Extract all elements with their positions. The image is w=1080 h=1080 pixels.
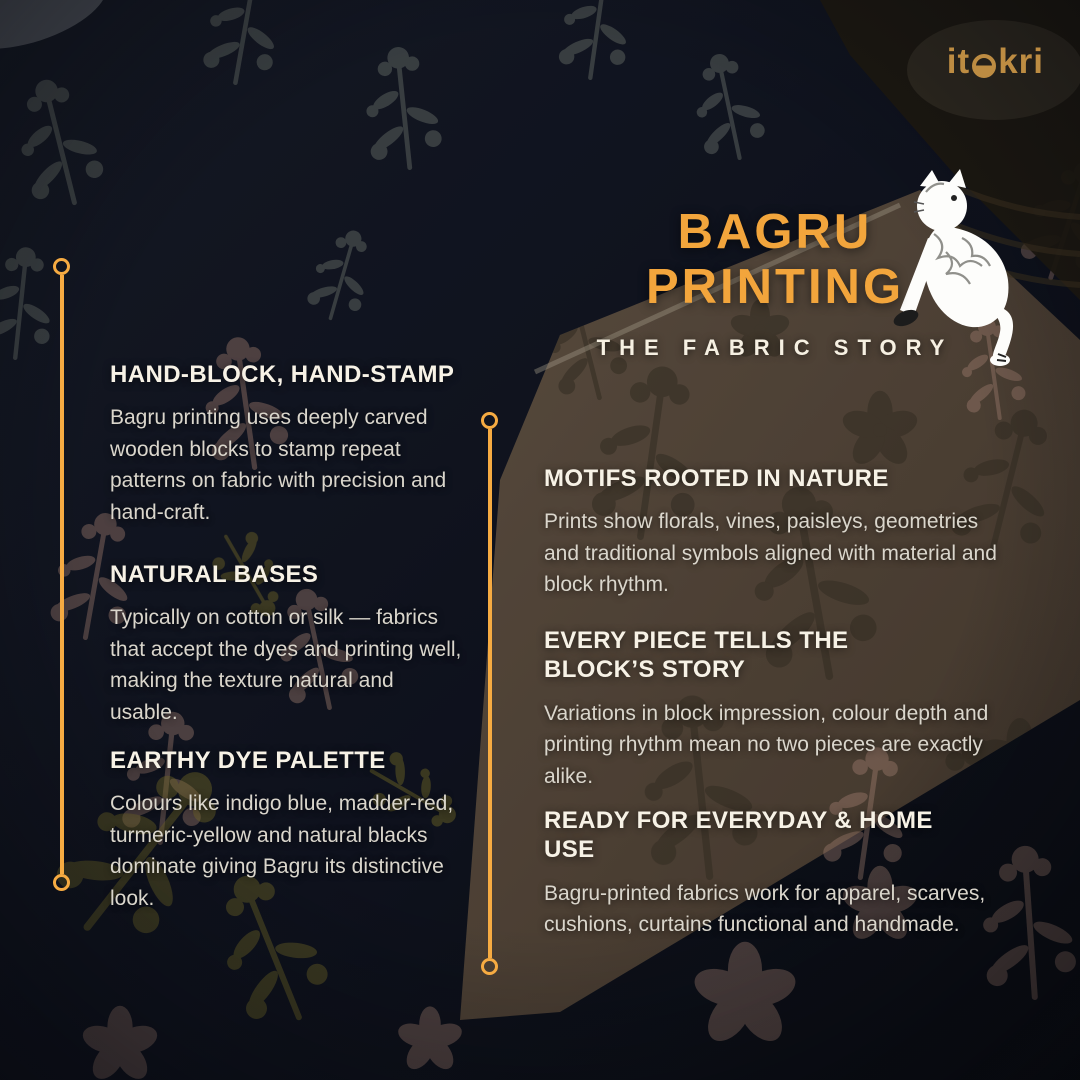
logo-text-end: kri [998, 42, 1044, 81]
section-body: Colours like indigo blue, madder-red, turmeric-yellow and natural blacks dominate giving Bagru its distinctive look. [110, 792, 454, 910]
connector-stem-right [488, 429, 492, 958]
section-motifs [544, 464, 1006, 601]
section-heading: READY FOR EVERYDAY & HOME USE [544, 807, 933, 864]
section-body: Bagru printing uses deeply carved wooden blocks to stamp repeat patterns on fabric with precision and hand-craft. [110, 406, 447, 524]
section-body: Typically on cotton or silk — fabrics that accept the dyes and printing well, making the texture natural and usable. [110, 606, 462, 724]
connector-ring-top-left [53, 258, 70, 275]
page-title-line1: BAGRU [677, 205, 873, 259]
section-natural-bases [110, 560, 462, 728]
connector-ring-bottom-right [481, 958, 498, 975]
connector-line-right [481, 412, 498, 975]
section-body: Variations in block impression, colour depth and printing rhythm mean no two pieces are exactly alike. [544, 701, 989, 788]
section-heading: MOTIFS ROOTED IN NATURE [544, 465, 889, 492]
itokri-logo [947, 42, 1044, 82]
section-body: Bagru-printed fabrics work for apparel, scarves, cushions, curtains functional and handmade. [544, 881, 986, 937]
section-everyday-use [544, 806, 1006, 941]
section-heading: EVERY PIECE TELLS THE BLOCK’S STORY [544, 627, 849, 684]
section-heading: NATURAL BASES [110, 561, 319, 588]
connector-ring-top-right [481, 412, 498, 429]
section-body: Prints show florals, vines, paisleys, geometries and traditional symbols aligned with material and block rhythm. [544, 510, 997, 597]
logo-bowl-icon [972, 54, 996, 78]
section-earthy-dye [110, 746, 462, 914]
connector-stem-left [60, 275, 64, 874]
section-block-story [544, 626, 1006, 792]
section-heading: HAND-BLOCK, HAND-STAMP [110, 361, 455, 388]
connector-line-left [53, 258, 70, 891]
connector-ring-bottom-left [53, 874, 70, 891]
section-hand-block [110, 360, 462, 528]
page-title-line2: PRINTING [645, 259, 905, 314]
page-subtitle: THE FABRIC STORY [596, 334, 954, 360]
title-block [545, 205, 1005, 361]
logo-text-start: it [946, 42, 971, 81]
section-heading: EARTHY DYE PALETTE [110, 747, 386, 774]
